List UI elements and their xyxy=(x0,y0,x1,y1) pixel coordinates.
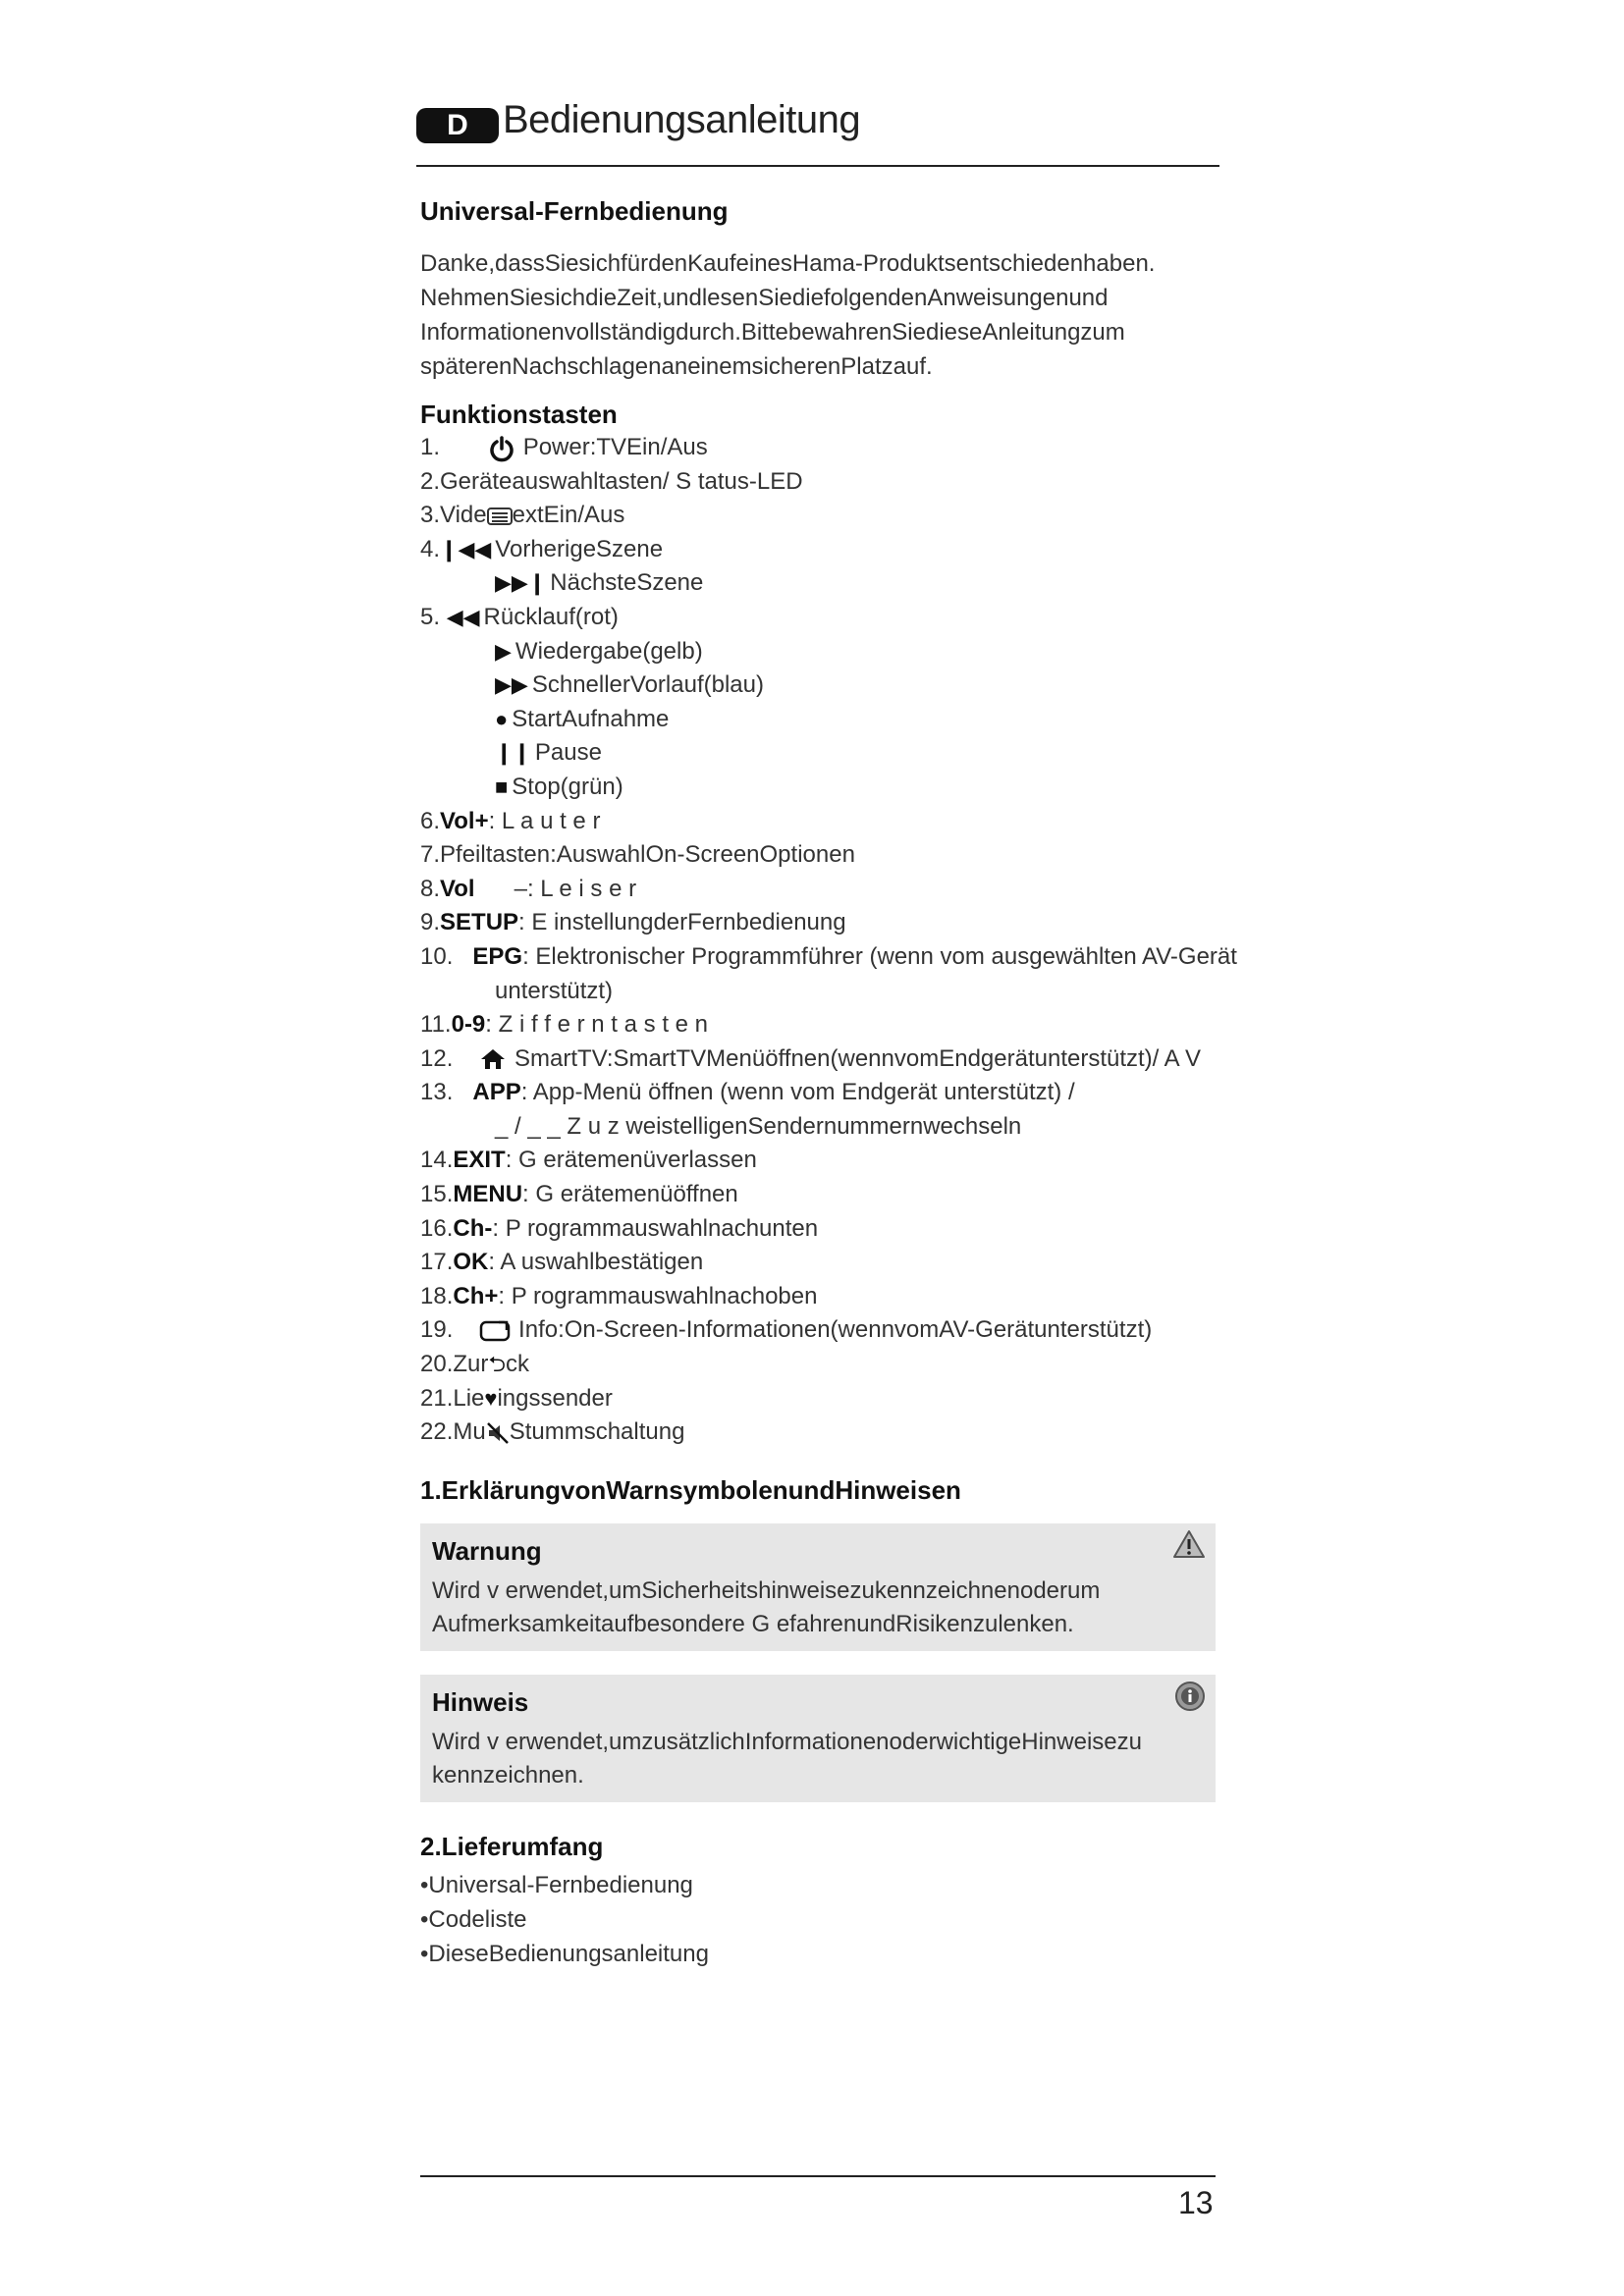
item-text: : App-Menü öffnen (wenn vom Endgerät unterstützt) / xyxy=(520,1079,1075,1106)
note-box xyxy=(420,1675,1216,1802)
function-item-13 xyxy=(420,1076,1216,1110)
pause-icon: ❙❙ xyxy=(495,740,531,766)
item-text: extEin/Aus xyxy=(512,502,625,529)
list-item-text: Universal-Fernbedienung xyxy=(428,1871,693,1898)
item-text: Wiedergabe(gelb) xyxy=(514,637,703,665)
item-number: 4. xyxy=(420,535,441,562)
item-text: : G erätemenüöffnen xyxy=(522,1181,738,1208)
item-key: Vol xyxy=(440,875,475,902)
header-title: Bedienungsanleitung xyxy=(503,98,861,141)
function-item-10 xyxy=(420,940,1237,975)
item-key: 0-9 xyxy=(451,1011,486,1039)
intro-line: späterenNachschlagenaneinemsicherenPlatzauf. xyxy=(420,353,933,380)
page-number: 13 xyxy=(1178,2185,1214,2220)
teletext-icon xyxy=(487,507,513,525)
item-text: : L a u t e r xyxy=(488,807,601,834)
function-item-5d xyxy=(420,703,1216,737)
item-text: ck xyxy=(506,1351,529,1378)
list-item-text: DieseBedienungsanleitung xyxy=(428,1940,709,1967)
item-key: MENU xyxy=(453,1181,523,1208)
bullet: • xyxy=(420,1940,429,1967)
item-key: EPG xyxy=(472,942,523,970)
item-number: 12. xyxy=(420,1044,454,1072)
item-text: Stummschaltung xyxy=(509,1418,685,1446)
note-line: kennzeichnen. xyxy=(432,1761,584,1789)
item-number: 5. xyxy=(420,603,441,630)
function-item-22 xyxy=(420,1415,1216,1450)
function-item-21 xyxy=(420,1382,1216,1416)
item-text: Rücklauf(rot) xyxy=(483,603,619,630)
warning-icon xyxy=(1172,1529,1206,1559)
item-text: Info:On-Screen-Informationen(wennvomAV-Gerätunterstützt) xyxy=(518,1316,1153,1344)
item-text: : P rogrammauswahlnachunten xyxy=(492,1214,819,1242)
function-item-2: 2.Geräteauswahltasten/ S tatus-LED xyxy=(420,467,803,495)
item-text: 21.Lie xyxy=(420,1384,485,1412)
next-icon: ▶▶❙ xyxy=(495,570,547,596)
function-item-20 xyxy=(420,1348,1216,1382)
item-key: Ch+ xyxy=(453,1282,499,1309)
item-key: – xyxy=(514,875,527,902)
power-icon xyxy=(488,435,515,462)
note-line: Wird v erwendet,umzusätzlichInformationenoderwichtigeHinweisezu xyxy=(432,1728,1142,1755)
list-item xyxy=(420,1937,1216,1971)
function-item-17 xyxy=(420,1246,1216,1280)
warnings-title: 1.ErklärungvonWarnsymbolenundHinweisen xyxy=(420,1474,961,1505)
item-text: 22.Mu xyxy=(420,1418,486,1446)
item-text: : P rogrammauswahlnachoben xyxy=(498,1282,818,1309)
item-text: 20.Zur xyxy=(420,1351,489,1378)
delivery-list xyxy=(420,1868,1216,1971)
function-item-14 xyxy=(420,1144,1216,1178)
function-item-5 xyxy=(420,601,1216,635)
item-number: 13. xyxy=(420,1079,454,1106)
info-icon xyxy=(479,1320,511,1342)
intro-line: Informationenvollständigdurch.BittebewahrenSiedieseAnleitungzum xyxy=(420,319,1125,346)
bullet: • xyxy=(420,1905,429,1933)
item-key: Vol+ xyxy=(440,807,489,834)
list-item xyxy=(420,1868,1216,1902)
item-number: 19. xyxy=(420,1316,454,1344)
function-item-11 xyxy=(420,1008,1216,1042)
item-number: 16. xyxy=(420,1214,454,1242)
item-number: 15. xyxy=(420,1181,454,1208)
item-text: : G erätemenüverlassen xyxy=(505,1147,757,1174)
function-item-18 xyxy=(420,1280,1216,1314)
previous-icon: ❙◀◀ xyxy=(440,536,492,561)
item-number: 10. xyxy=(420,942,454,970)
item-text: NächsteSzene xyxy=(550,569,704,597)
function-item-13b: _ / _ _ Z u z weistelligenSendernummernwechseln xyxy=(495,1112,1022,1140)
function-item-5f xyxy=(420,771,1216,805)
list-item xyxy=(420,1902,1216,1937)
function-list xyxy=(420,431,1237,1450)
item-number: 17. xyxy=(420,1249,454,1276)
item-text: : E instellungderFernbedienung xyxy=(518,909,846,936)
back-icon: ⮌ xyxy=(488,1352,506,1377)
item-number: 6. xyxy=(420,807,441,834)
item-text: Power:TVEin/Aus xyxy=(522,434,708,460)
footer-divider xyxy=(420,2175,1216,2177)
function-item-9 xyxy=(420,906,1216,940)
functions-title: Funktionstasten xyxy=(420,400,618,429)
rewind-icon: ◀◀ xyxy=(446,604,480,629)
note-title: Hinweis xyxy=(432,1686,529,1717)
bullet: • xyxy=(420,1871,429,1898)
function-item-16 xyxy=(420,1212,1216,1247)
function-item-10b: unterstützt) xyxy=(495,977,614,1004)
mute-icon xyxy=(486,1421,510,1445)
function-item-15 xyxy=(420,1178,1216,1212)
warning-line: Wird v erwendet,umSicherheitshinweisezukennzeichnenoderum xyxy=(432,1576,1101,1604)
warning-text xyxy=(432,1575,1204,1641)
function-item-6 xyxy=(420,805,1216,839)
item-number: 1. xyxy=(420,434,441,460)
item-text: VorherigeSzene xyxy=(495,535,664,562)
function-item-4 xyxy=(420,533,1216,567)
function-item-7: 7.Pfeiltasten:AuswahlOn-ScreenOptionen xyxy=(420,841,855,869)
item-number: 9. xyxy=(420,909,441,936)
play-icon: ▶ xyxy=(495,638,512,664)
item-number: 14. xyxy=(420,1147,454,1174)
item-number: 8. xyxy=(420,875,441,902)
warning-line: Aufmerksamkeitaufbesondere G efahrenundRisikenzulenken. xyxy=(432,1610,1074,1637)
item-text: SchnellerVorlauf(blau) xyxy=(531,671,764,699)
intro-line: Danke,dassSiesichfürdenKaufeinesHama-Produktsentschiedenhaben. xyxy=(420,250,1156,277)
item-text: : L e i s e r xyxy=(526,875,637,902)
function-item-5c xyxy=(420,668,1216,703)
item-key: APP xyxy=(472,1079,521,1106)
list-item-text: Codeliste xyxy=(428,1905,527,1933)
fast-forward-icon: ▶▶ xyxy=(495,672,528,698)
record-icon: ● xyxy=(495,706,509,731)
item-text: Pause xyxy=(534,739,602,767)
function-item-12 xyxy=(420,1042,1216,1077)
page-header xyxy=(416,98,1219,167)
item-text: 3.Vide xyxy=(420,502,487,529)
item-key: EXIT xyxy=(453,1147,506,1174)
home-icon xyxy=(479,1047,507,1071)
item-key: SETUP xyxy=(440,909,519,936)
header-divider xyxy=(416,165,1219,167)
note-text xyxy=(432,1726,1204,1792)
function-item-19 xyxy=(420,1313,1216,1348)
item-text: : A uswahlbestätigen xyxy=(488,1249,704,1276)
heart-icon: ♥ xyxy=(484,1385,498,1411)
function-item-4b xyxy=(420,566,1216,601)
item-text: ingssender xyxy=(497,1384,613,1412)
function-item-3 xyxy=(420,499,1216,533)
intro-paragraph xyxy=(420,246,1216,384)
language-badge: D xyxy=(416,108,499,143)
function-item-5b xyxy=(420,635,1216,669)
warning-title: Warnung xyxy=(432,1535,542,1566)
main-content xyxy=(420,196,1237,1971)
item-number: 18. xyxy=(420,1282,454,1309)
function-item-8 xyxy=(420,873,1216,907)
item-text: Stop(grün) xyxy=(512,773,623,800)
section-title: Universal-Fernbedienung xyxy=(420,196,729,226)
item-key: Ch- xyxy=(453,1214,493,1242)
item-text: StartAufnahme xyxy=(512,705,670,732)
warning-box xyxy=(420,1523,1216,1651)
item-key: OK xyxy=(453,1249,489,1276)
intro-line: NehmenSiesichdieZeit,undlesenSiediefolgendenAnweisungenund xyxy=(420,285,1109,311)
item-text: : Z i f f e r n t a s t e n xyxy=(485,1011,709,1039)
function-item-1 xyxy=(420,431,1216,465)
item-text: : Elektronischer Programmführer (wenn vom ausgewählten AV-Gerät xyxy=(522,942,1237,970)
stop-icon: ■ xyxy=(495,774,509,799)
delivery-title: 2.Lieferumfang xyxy=(420,1831,604,1861)
item-number: 11. xyxy=(420,1011,452,1039)
function-item-5e xyxy=(420,736,1216,771)
item-text: SmartTV:SmartTVMenüöffnen(wennvomEndgerätunterstützt)/ A V xyxy=(514,1044,1202,1072)
info-circle-icon xyxy=(1174,1681,1206,1712)
